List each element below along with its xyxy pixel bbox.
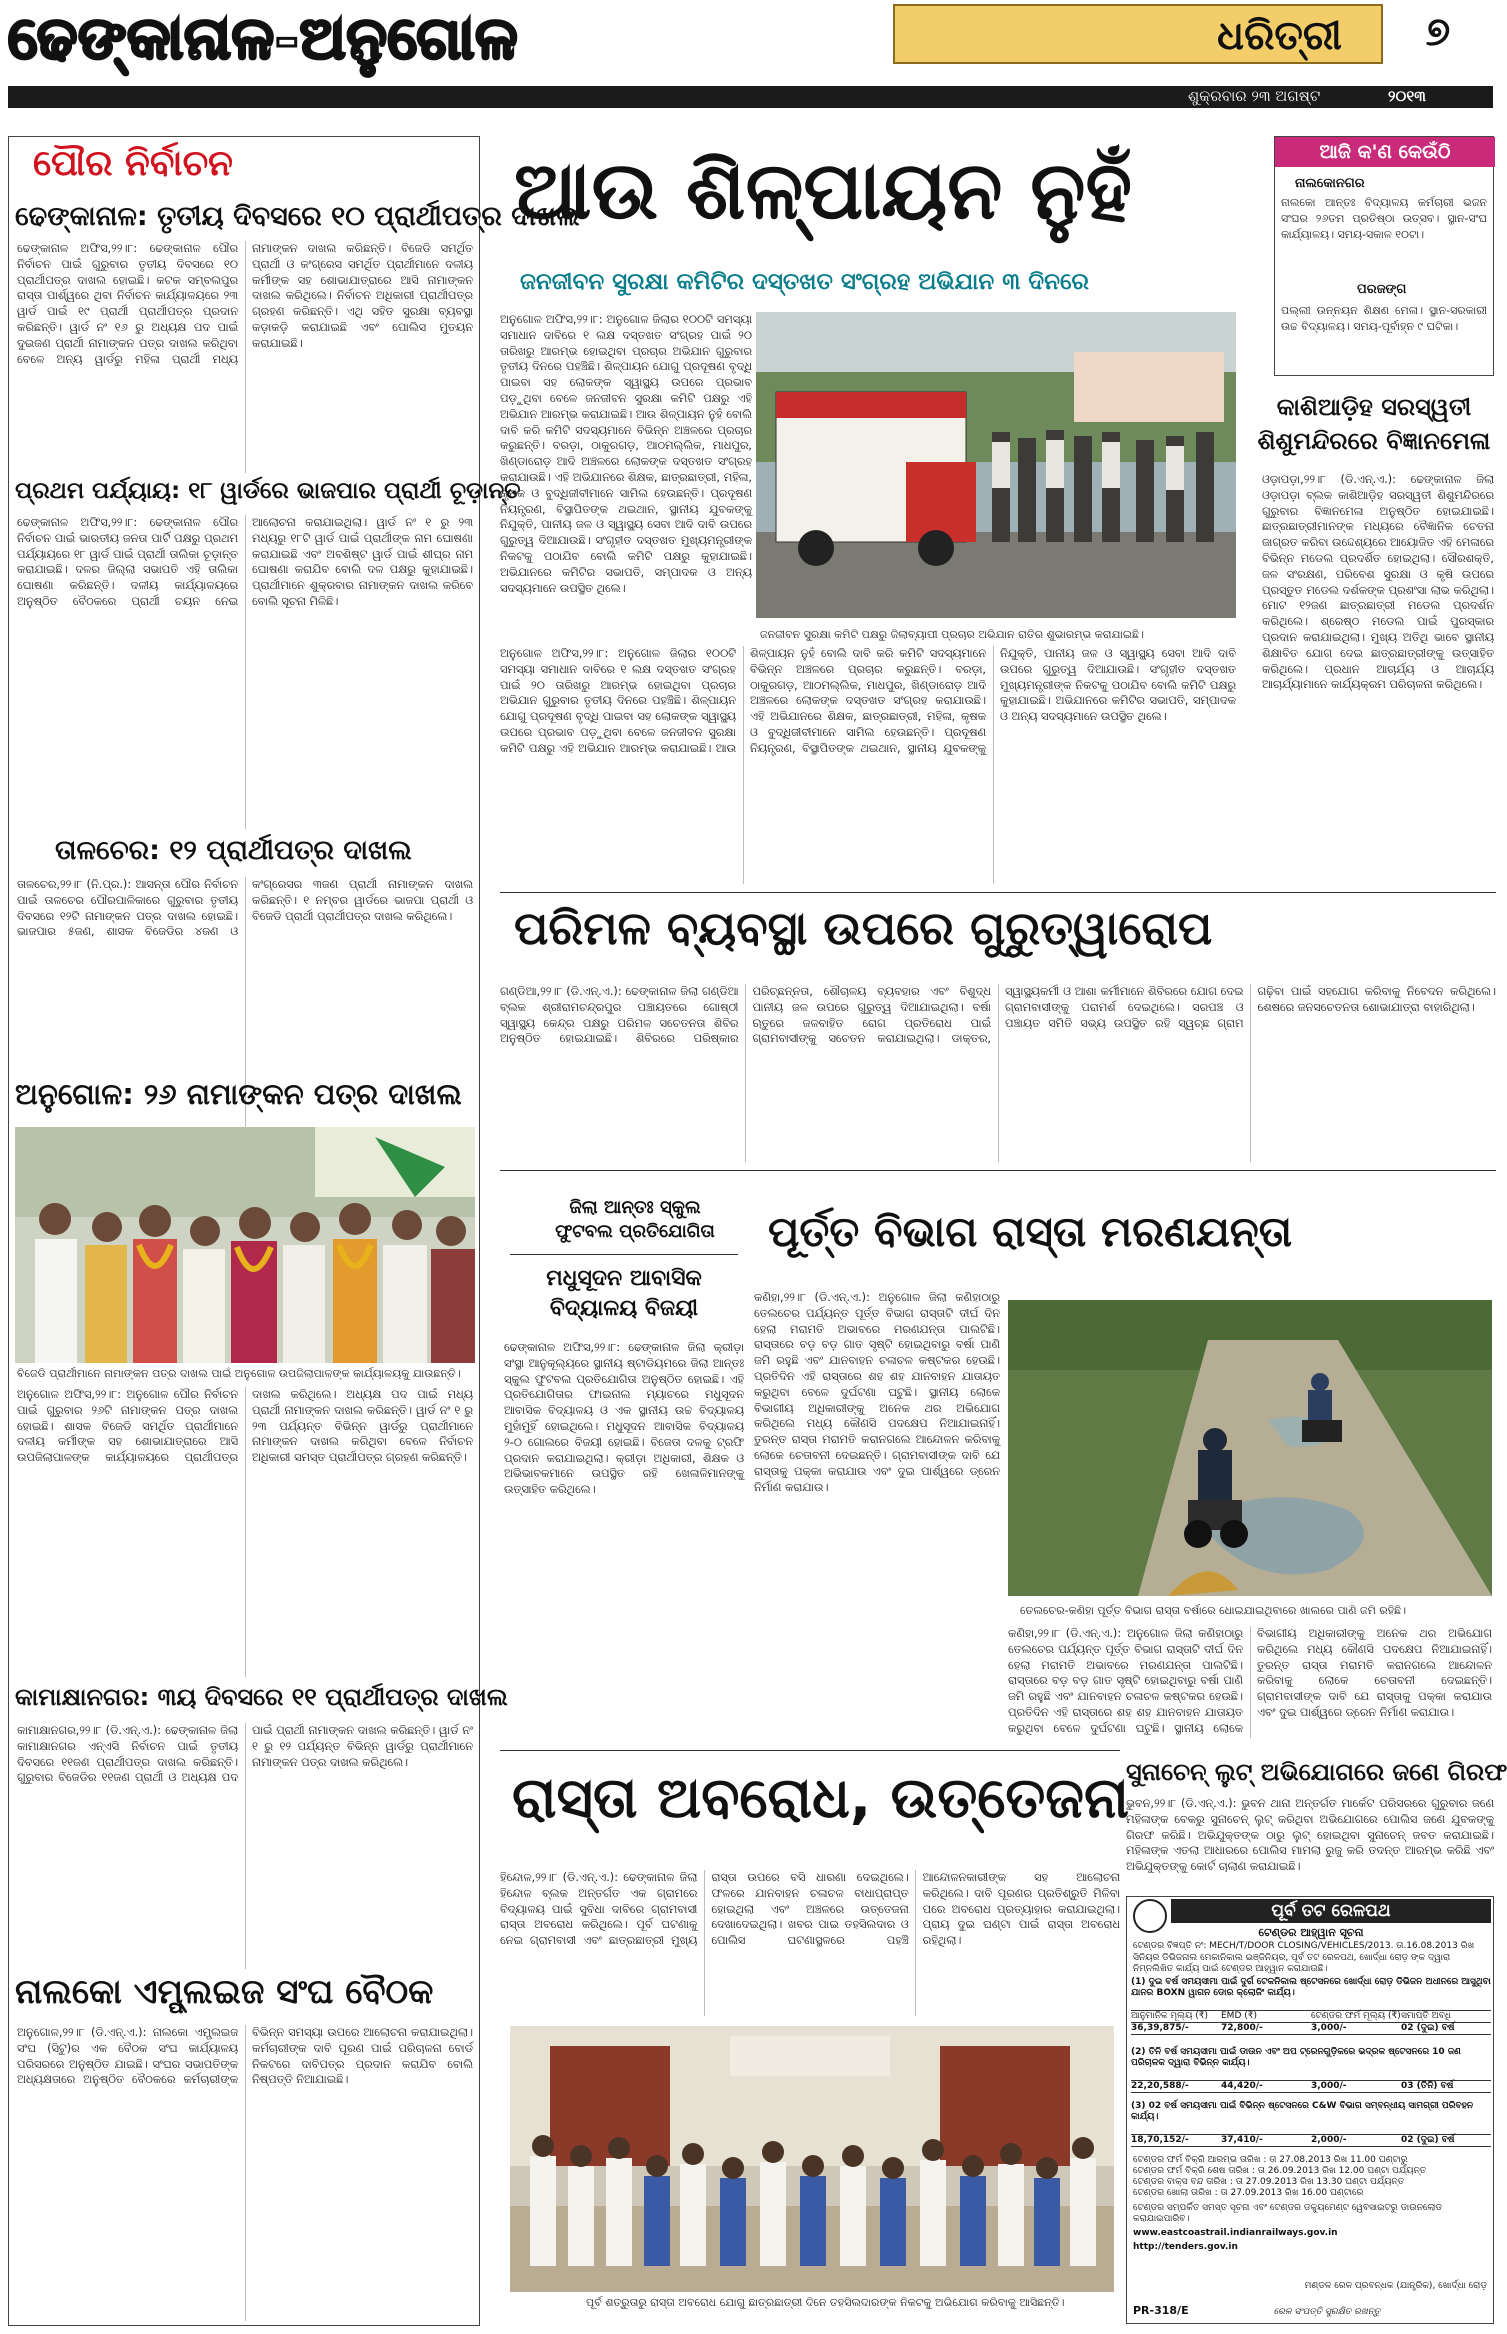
story2-headline: ପରିମଳ ବ୍ୟବସ୍ଥା ଉପରେ ଗୁରୁତ୍ୱାରୋପ [514,901,1213,955]
tender-title: ଟେଣ୍ଡର ଆହ୍ୱାନ ସୂଚନା [1258,1926,1364,1939]
story3-body-bottom [1008,1626,1492,1738]
tender-item-2-emd: 44,420/- [1221,2081,1263,2091]
tender-item-3-cost: 18,70,152/- [1131,2135,1189,2145]
agenda-1-place: ନାଲକୋନଗର [1295,176,1365,191]
tender-notice [1126,1896,1494,2324]
date-bar [8,86,1493,108]
tender-item-2-cost: 22,20,588/- [1131,2081,1189,2091]
tender-item-2-period: 03 (ତିନି) ବର୍ଷ [1401,2081,1454,2091]
tender-col-cost: ଆନୁମାନିକ ମୂଲ୍ୟ (₹) [1131,2011,1209,2021]
tender-item-1-emd: 72,800/- [1221,2023,1263,2033]
page-number: ୭ [1425,9,1451,55]
tender-item-3 [1131,2101,1491,2147]
tender-item-1-values [1131,2022,1491,2035]
tender-item-1-desc: (1) ଦୁଇ ବର୍ଷ ସମୟସୀମା ପାଇଁ ଦୁର୍ଗ ଟେକନିକାଲ ଷ୍ଟେସନରେ ଖୋର୍ଦ୍ଧା ରୋଡ଼ ଡିଭିଜନ ଅଧୀନରେ ଆସୁଥିବା ଯାନର BOXN ୱାଗନ ଡୋର କ୍ଲୋଜିଂ କାର୍ଯ୍ୟ। [1131,1977,1491,1998]
s6-body: ଅନୁଗୋଳ,୨୨।୮ (ଡି.ଏନ୍.ଏ.): ନାଲକୋ ଏମ୍ପ୍ଲଇଜ ସଂଘ (ସିଟୁ)ର ଏକ ବୈଠକ ସଂଘ କାର୍ଯ୍ୟାଳୟ ପରିସରରେ ଅନୁଷ୍ଠିତ ଯାଇଛି। ସଂଘର ସଭାପତିଙ୍କ ଅଧ୍ୟକ୍ଷତାରେ ଅନୁଷ୍ଠିତ ବୈଠକରେ କର୍ମଚାରୀଙ୍କ ବିଭିନ୍ନ ସମସ୍ୟା ଉପରେ ଆଲୋଚନା କରାଯାଇଥିଲା। କର୍ମଚାରୀଙ୍କ ଦାବି ପୂରଣ ପାଇଁ ପରିଚାଳନା ବୋର୍ଡ ନିକଟରେ ଦାବିପତ୍ର ପ୍ରଦାନ କରାଯିବ ବୋଲି ନିଷ୍ପତ୍ତି ନିଆଯାଇଛି। [17,2026,473,2087]
students-photo-caption: ପୂର୍ବ ଶତ୍ରୁତାରୁ ରାସ୍ତା ଅବରୋଧ ଯୋଗୁ ଛାତ୍ରଛାତ୍ରୀ ଦିନେ ତହସିଲଦାରଙ୍କ ନିକଟକୁ ଅଭିଯୋଗ କରିବାକୁ ଆସିଛନ୍ତି। [586,2296,1065,2309]
tender-item-3-period: 02 (ଦୁଇ) ବର୍ଷ [1401,2135,1455,2145]
s3-headline: ତାଳଚେର: ୧୨ ପ୍ରାର୍ଥୀପତ୍ର ଦାଖଲ [55,835,412,866]
tender-col-period: ସମାପ୍ତି ଅବଧି [1401,2011,1451,2021]
tender-item-2 [1131,2047,1491,2093]
s6-headline: ନାଲକୋ ଏମ୍ପ୍ଲଇଜ ସଂଘ ବୈଠକ [15,1972,434,2012]
tender-footer: ରେଳ ସଂପତ୍ତି ସୁରକ୍ଷିତ ରଖନ୍ତୁ [1273,2307,1381,2317]
tender-item-2-form: 3,000/- [1311,2081,1347,2091]
tender-item-1 [1131,1977,1491,2035]
tender-item-1-cost: 36,39,875/- [1131,2023,1189,2033]
tender-col-form: ଟେଣ୍ଡର ଫର୍ମ ମୂଲ୍ୟ (₹) [1311,2011,1401,2021]
tender-date-4: ଟେଣ୍ଡର ଖୋଲା ତାରିଖ : ତା 27.09.2013 ରିଖ 16.00 ଘଣ୍ଟାରେ [1133,2188,1364,2198]
s1-body: ଢେଙ୍କାନାଳ ଅଫିସ,୨୨।୮: ଢେଙ୍କାନାଳ ପୌର ନିର୍ବାଚନ ପାଇଁ ଗୁରୁବାର ତୃତୀୟ ଦିବସରେ ୧୦ ପ୍ରାର୍ଥୀପତ୍ର ଦାଖଲ ହୋଇଛି। କଟକ ସମ୍ବଲପୁର ରାସ୍ତା ପାର୍ଶ୍ୱରେ ଥିବା ନିର୍ବାଚନ କାର୍ଯ୍ୟାଳୟରେ ୨୩ ୱାର୍ଡ ପାଇଁ ୧୯ ପ୍ରାର୍ଥୀ ପ୍ରାର୍ଥୀପତ୍ର ପ୍ରଦାନ କରିଛନ୍ତି। ୱାର୍ଡ ନଂ ୧୬ ରୁ ଅଧ୍ୟକ୍ଷ ପଦ ପାଇଁ ଦୁଇଜଣ ପ୍ରାର୍ଥୀ ନାମାଙ୍କନ ପତ୍ର ଦାଖଲ କରିଥିବା ବେଳେ ଅନ୍ୟ ୱାର୍ଡରୁ ମହିଳା ପ୍ରାର୍ଥୀ ମଧ୍ୟ ନାମାଙ୍କନ ଦାଖଲ କରିଛନ୍ତି। ବିଜେଡି ସମର୍ଥିତ ପ୍ରାର୍ଥୀ ଓ କଂଗ୍ରେସ ସମର୍ଥିତ ପ୍ରାର୍ଥୀମାନେ ଦଳୀୟ କର୍ମୀଙ୍କ ସହ ଶୋଭାଯାତ୍ରାରେ ଆସି ନାମାଙ୍କନ ଦାଖଲ କରିଥିଲେ। ନିର୍ବାଚନ ଅଧିକାରୀ ପ୍ରାର୍ଥୀପତ୍ର ଗ୍ରହଣ କରିଛନ୍ତି। ଏଥି ସହିତ ସୁରକ୍ଷା ବ୍ୟବସ୍ଥା କଡ଼ାକଡ଼ି କରାଯାଇଛି ଏବଂ ପୋଲିସ ମୁତୟନ କରାଯାଇଛି। [17,242,473,366]
lead-body: ଅନୁଗୋଳ ଅଫିସ,୨୨।୮: ଅନୁଗୋଳ ଜିଲାର ୧୦୦ଟି ସମସ୍ୟା ସମାଧାନ ଦାବିରେ ୧ ଲକ୍ଷ ଦସ୍ତଖତ ସଂଗ୍ରହ ପାଇଁ ୨୦ ତାରିଖରୁ ଆରମ୍ଭ ହୋଇଥିବା ପ୍ରଚାର ଅଭିଯାନ ଗୁରୁବାର ତୃତୀୟ ଦିନରେ ପହଞ୍ଚିଛି। ଶିଳ୍ପାୟନ ଯୋଗୁ ପ୍ରଦୂଷଣ ବୃଦ୍ଧି ପାଇବା ସହ ଲୋକଙ୍କ ସ୍ୱାସ୍ଥ୍ୟ ଉପରେ ପ୍ରଭାବ ପଡ଼ୁଥିବା ବେଳେ ଜନଜୀବନ ସୁରକ୍ଷା କମିଟି ପକ୍ଷରୁ ଏହି ଅଭିଯାନ ଆରମ୍ଭ କରାଯାଇଛି। ଆଉ ଶିଳ୍ପାୟନ ନୁହଁ ବୋଲି ଦାବି କରି କମିଟି ସଦସ୍ୟମାନେ ବିଭିନ୍ନ ଅଞ୍ଚଳରେ ପ୍ରଚାର କରୁଛନ୍ତି। ବରଡ଼ା, ଠାକୁରଗଡ଼, ଆଠମଲ୍ଲିକ, ମାଧପୁର, ଖିଣ୍ଡାରୋଡ଼ ଆଦି ଅଞ୍ଚଳରେ ଲୋକଙ୍କ ଦସ୍ତଖତ ସଂଗ୍ରହ କରାଯାଉଛି। ଏହି ଅଭିଯାନରେ ଶିକ୍ଷକ, ଛାତ୍ରଛାତ୍ରୀ, ମହିଳା, କୃଷକ ଓ ବୁଦ୍ଧିଜୀବୀମାନେ ସାମିଲ ହେଉଛନ୍ତି। ପ୍ରଦୂଷଣ ନିୟନ୍ତ୍ରଣ, ବିସ୍ଥାପିତଙ୍କ ଥଇଥାନ, ସ୍ଥାନୀୟ ଯୁବକଙ୍କୁ ନିଯୁକ୍ତି, ପାନୀୟ ଜଳ ଓ ସ୍ୱାସ୍ଥ୍ୟ ସେବା ଆଦି ଦାବି ଉପରେ ଗୁରୁତ୍ୱ ଦିଆଯାଉଛି। ସଂଗୃହୀତ ଦସ୍ତଖତ ମୁଖ୍ୟମନ୍ତ୍ରୀଙ୍କ ନିକଟକୁ ପଠାଯିବ ବୋଲି କମିଟି ପକ୍ଷରୁ କୁହାଯାଇଛି। ଅଭିଯାନରେ କମିଟିର ସଭାପତି, ସମ୍ପାଦକ ଓ ଅନ୍ୟ ସଦସ୍ୟମାନେ ଉପସ୍ଥିତ ଥିଲେ। [500,313,752,595]
story4-headline: ରାସ୍ତା ଅବରୋଧ, ଉତ୍ତେଜନା [512,1766,1129,1831]
football-body: ଢେଙ୍କାନାଳ ଅଫିସ,୨୨।୮: ଢେଙ୍କାନାଳ ଜିଲା କ୍ରୀଡ଼ା ସଂସ୍ଥା ଆନୁକୂଲ୍ୟରେ ସ୍ଥାନୀୟ ଷ୍ଟାଡିୟମରେ ଜିଲା ଆନ୍ତଃ ସ୍କୁଲ ଫୁଟବଲ ପ୍ରତିଯୋଗିତା ଅନୁଷ୍ଠିତ ହୋଇଛି। ଏହି ପ୍ରତିଯୋଗିତାର ଫାଇନାଲ ମ୍ୟାଚରେ ମଧୁସୂଦନ ଆବାସିକ ବିଦ୍ୟାଳୟ ଓ ଏକ ସ୍ଥାନୀୟ ଉଚ୍ଚ ବିଦ୍ୟାଳୟ ମୁହାଁମୁହିଁ ହୋଇଥିଲେ। ମଧୁସୂଦନ ଆବାସିକ ବିଦ୍ୟାଳୟ ୨-୦ ଗୋଲରେ ବିଜୟୀ ହୋଇଛି। ବିଜେତା ଦଳକୁ ଟ୍ରଫି ପ୍ରଦାନ କରାଯାଇଥିଲା। କ୍ରୀଡ଼ା ଅଧିକାରୀ, ଶିକ୍ଷକ ଓ ଅଭିଭାବକମାନେ ଉପସ୍ଥିତ ରହି ଖେଳାଳିମାନଙ୍କୁ ଉତ୍ସାହିତ କରିଥିଲେ। [504,1341,744,1497]
road-photo-caption: ତେଲଚେର-କଣିହା ପୂର୍ତ୍ତ ବିଭାଗ ରାସ୍ତା ବର୍ଷାରେ ଧୋଇଯାଇଥିବାରେ ଖାଲରେ ପାଣି ଜମି ରହିଛି। [1020,1604,1407,1617]
football-divider [510,1254,738,1255]
students-photo [510,2026,1114,2292]
issue-year: ୨୦୧୩ [1388,87,1426,105]
center-divider-2 [500,1170,1496,1171]
tender-note: ଟେଣ୍ଡର ସମ୍ପର୍କିତ ସମସ୍ତ ସୂଚନା ଏବଂ ଟେଣ୍ଡର ଡକ୍ୟୁମେଣ୍ଟ ୱେବସାଇଟରୁ ଡାଉନଲୋଡ କରାଯାଇପାରିବ। [1133,2203,1443,2224]
s5-headline: କାମାକ୍ଷାନଗର: ୩ୟ ଦିବସରେ ୧୧ ପ୍ରାର୍ଥୀପତ୍ର ଦାଖଲ [15,1683,508,1711]
agenda-title: ଆଜି କ'ଣ କେଉଁଠି [1275,137,1495,167]
agenda-2-place: ପରଜଙ୍ଗ [1357,282,1407,297]
brand-box [893,4,1383,64]
left-column [8,136,580,2326]
tender-org: ପୂର୍ବ ତଟ ରେଳପଥ [1171,1899,1491,1923]
nomination-photo [15,1127,475,1363]
lead-body-continued: ଅନୁଗୋଳ ଅଫିସ,୨୨।୮: ଅନୁଗୋଳ ଜିଲାର ୧୦୦ଟି ସମସ୍ୟା ସମାଧାନ ଦାବିରେ ୧ ଲକ୍ଷ ଦସ୍ତଖତ ସଂଗ୍ରହ ପାଇଁ ୨୦ ତାରିଖରୁ ଆରମ୍ଭ ହୋଇଥିବା ପ୍ରଚାର ଅଭିଯାନ ଗୁରୁବାର ତୃତୀୟ ଦିନରେ ପହଞ୍ଚିଛି। ଶିଳ୍ପାୟନ ଯୋଗୁ ପ୍ରଦୂଷଣ ବୃଦ୍ଧି ପାଇବା ସହ ଲୋକଙ୍କ ସ୍ୱାସ୍ଥ୍ୟ ଉପରେ ପ୍ରଭାବ ପଡ଼ୁଥିବା ବେଳେ ଜନଜୀବନ ସୁରକ୍ଷା କମିଟି ପକ୍ଷରୁ ଏହି ଅଭିଯାନ ଆରମ୍ଭ କରାଯାଇଛି। ଆଉ ଶିଳ୍ପାୟନ ନୁହଁ ବୋଲି ଦାବି କରି କମିଟି ସଦସ୍ୟମାନେ ବିଭିନ୍ନ ଅଞ୍ଚଳରେ ପ୍ରଚାର କରୁଛନ୍ତି। ବରଡ଼ା, ଠାକୁରଗଡ଼, ଆଠମଲ୍ଲିକ, ମାଧପୁର, ଖିଣ୍ଡାରୋଡ଼ ଆଦି ଅଞ୍ଚଳରେ ଲୋକଙ୍କ ଦସ୍ତଖତ ସଂଗ୍ରହ କରାଯାଉଛି। ଏହି ଅଭିଯାନରେ ଶିକ୍ଷକ, ଛାତ୍ରଛାତ୍ରୀ, ମହିଳା, କୃଷକ ଓ ବୁଦ୍ଧିଜୀବୀମାନେ ସାମିଲ ହେଉଛନ୍ତି। ପ୍ରଦୂଷଣ ନିୟନ୍ତ୍ରଣ, ବିସ୍ଥାପିତଙ୍କ ଥଇଥାନ, ସ୍ଥାନୀୟ ଯୁବକଙ୍କୁ ନିଯୁକ୍ତି, ପାନୀୟ ଜଳ ଓ ସ୍ୱାସ୍ଥ୍ୟ ସେବା ଆଦି ଦାବି ଉପରେ ଗୁରୁତ୍ୱ ଦିଆଯାଉଛି। ସଂଗୃହୀତ ଦସ୍ତଖତ ମୁଖ୍ୟମନ୍ତ୍ରୀଙ୍କ ନିକଟକୁ ପଠାଯିବ ବୋଲି କମିଟି ପକ୍ଷରୁ କୁହାଯାଇଛି। ଅଭିଯାନରେ କମିଟିର ସଭାପତି, ସମ୍ପାଦକ ଓ ଅନ୍ୟ ସଦସ୍ୟମାନେ ଉପସ୍ଥିତ ଥିଲେ। [500,647,1236,755]
tender-col-emd: EMD (₹) [1221,2011,1257,2021]
tender-item-1-form: 3,000/- [1311,2023,1347,2033]
s4-body: ଅନୁଗୋଳ ଅଫିସ,୨୨।୮: ଅନୁଗୋଳ ପୌର ନିର୍ବାଚନ ପାଇଁ ଗୁରୁବାର ୨୬ଟି ନାମାଙ୍କନ ପତ୍ର ଦାଖଲ ହୋଇଛି। ଶାସକ ବିଜେଡି ସମର୍ଥିତ ପ୍ରାର୍ଥୀମାନେ ଦଳୀୟ କର୍ମୀଙ୍କ ସହ ଶୋଭାଯାତ୍ରାରେ ଆସି ଉପଜିଲାପାଳଙ୍କ କାର୍ଯ୍ୟାଳୟରେ ପ୍ରାର୍ଥୀପତ୍ର ଦାଖଲ କରିଥିଲେ। ଅଧ୍ୟକ୍ଷ ପଦ ପାଇଁ ମଧ୍ୟ ପ୍ରାର୍ଥୀ ନାମାଙ୍କନ ଦାଖଲ କରିଛନ୍ତି। ୱାର୍ଡ ନଂ ୧ ରୁ ୨୩ ପର୍ଯ୍ୟନ୍ତ ବିଭିନ୍ନ ୱାର୍ଡରୁ ପ୍ରାର୍ଥୀମାନେ ନାମାଙ୍କନ ଦାଖଲ କରିଥିବା ବେଳେ ନିର୍ବାଚନ ଅଧିକାରୀ ସମସ୍ତ ପ୍ରାର୍ଥୀପତ୍ର ଗ୍ରହଣ କରିଛନ୍ତି। [17,1388,473,1465]
football-headline: ଜିଲା ଆନ୍ତଃ ସ୍କୁଲ ଫୁଟବଲ ପ୍ରତିଯୋଗିତା [555,1197,715,1242]
story3-headline: ପୂର୍ତ୍ତ ବିଭାଗ ରାସ୍ତା ମରଣଯନ୍ତା [768,1207,1293,1256]
tender-date-2: ଟେଣ୍ଡର ଫର୍ମ ବିକ୍ରି ଶେଷ ତାରିଖ : ତା 26.09.2013 ରିଖ 12.00 ଘଣ୍ଟା ପର୍ଯ୍ୟନ୍ତ [1133,2166,1427,2176]
campaign-photo-caption: ଜନଜୀବନ ସୁରକ୍ଷା କମିଟି ପକ୍ଷରୁ ଜିଲାବ୍ୟାପୀ ପ୍ରଚାର ଅଭିଯାନ ରାତିର ଶୁଭାରମ୍ଭ କରାଯାଇଛି। [760,628,1144,641]
agenda-2-text: ପଲ୍ଲୀ ଉନ୍ନୟନ ଶିକ୍ଷଣ ମେଳା। ସ୍ଥାନ-ସରକାରୀ ଉଚ୍ଚ ବିଦ୍ୟାଳୟ। ସମୟ-ପୂର୍ବାହ୍ନ ୯ ଘଟିକା। [1281,304,1487,333]
science-fair-headline: କାଶିଆଡ଼ିହ ସରସ୍ୱତୀ ଶିଶୁମନ୍ଦିରରେ ବିଜ୍ଞାନମେଳା [1257,393,1491,455]
football-subhead: ମଧୁସୂଦନ ଆବାସିକ ବିଦ୍ୟାଳୟ ବିଜୟୀ [546,1266,702,1321]
tender-item-3-desc: (3) 02 ବର୍ଷ ସମୟସୀମା ପାଇଁ ବିଭିନ୍ନ ଷ୍ଟେସନରେ C&W ବିଭାଗ ସମ୍ବନ୍ଧୀୟ ସାମଗ୍ରୀ ପରିବହନ କାର୍ଯ୍ୟ। [1131,2101,1474,2122]
tender-item-2-desc: (2) ତିନି ବର୍ଷ ସମୟସୀମା ପାଇଁ ଡାଉନ ଏବଂ ଅପ ଟ୍ରେନଗୁଡ଼ିକରେ ଭଦ୍ରକ ଷ୍ଟେସନରେ 10 ଜଣ ପରିଚାଳକ ଦ୍ୱାରା ବିଭିନ୍ନ କାର୍ଯ୍ୟ। [1131,2047,1461,2068]
s2-headline: ପ୍ରଥମ ପର୍ଯ୍ୟାୟ: ୧୮ ୱାର୍ଡରେ ଭାଜପାର ପ୍ରାର୍ଥୀ ଚୂଡ଼ାନ୍ତ [15,478,521,504]
issue-date: ଶୁକ୍ରବାର ୨୩ ଅଗଷ୍ଟ [1188,87,1321,105]
tender-website-2[interactable]: http://tenders.gov.in [1133,2242,1238,2252]
s2-body: ଢେଙ୍କାନାଳ ଅଫିସ,୨୨।୮: ଢେଙ୍କାନାଳ ପୌର ନିର୍ବାଚନ ପାଇଁ ଭାରତୀୟ ଜନତା ପାର୍ଟି ପକ୍ଷରୁ ପ୍ରଥମ ପର୍ଯ୍ୟାୟରେ ୧୮ ୱାର୍ଡ ପାଇଁ ପ୍ରାର୍ଥୀ ତାଲିକା ଚୂଡ଼ାନ୍ତ କରାଯାଇଛି। ଦଳର ଜିଲ୍ଲା ସଭାପତି ଏହି ତାଲିକା ଘୋଷଣା କରିଛନ୍ତି। ଦଳୀୟ କାର୍ଯ୍ୟାଳୟରେ ଅନୁଷ୍ଠିତ ବୈଠକରେ ପ୍ରାର୍ଥୀ ଚୟନ ନେଇ ଆଲୋଚନା କରାଯାଇଥିଲା। ୱାର୍ଡ ନଂ ୧ ରୁ ୨୩ ମଧ୍ୟରୁ ୧୮ଟି ୱାର୍ଡ ପାଇଁ ପ୍ରାର୍ଥୀଙ୍କ ନାମ ଘୋଷଣା କରାଯାଇଛି ଏବଂ ଅବଶିଷ୍ଟ ୱାର୍ଡ ପାଇଁ ଶୀଘ୍ର ନାମ ଘୋଷଣା କରାଯିବ ବୋଲି ଦଳ ପକ୍ଷରୁ କୁହାଯାଇଛି। ପ୍ରାର୍ଥୀମାନେ ଶୁକ୍ରବାର ନାମାଙ୍କନ ଦାଖଲ କରିବେ ବୋଲି ସୂଚନା ମିଳିଛି। [17,516,473,608]
s3-body: ତାଳଚେର,୨୨।୮ (ନି.ପ୍ର.): ଆସନ୍ତା ପୌର ନିର୍ବାଚନ ପାଇଁ ତାଳଚେର ପୌରପାଳିକାରେ ଗୁରୁବାର ତୃତୀୟ ଦିବସରେ ୧୨ଟି ନାମାଙ୍କନ ପତ୍ର ଦାଖଲ ହୋଇଛି। ଭାଜପାର ୫ଜଣ, ଶାସକ ବିଜେଡିର ୪ଜଣ ଓ କଂଗ୍ରେସର ୩ଜଣ ପ୍ରାର୍ଥୀ ନାମାଙ୍କନ ଦାଖଲ କରିଛନ୍ତି। ୧ ନମ୍ବର ୱାର୍ଡରେ ଭାଜପା ପ୍ରାର୍ଥୀ ଓ ବିଜେଡି ପ୍ରାର୍ଥୀ ପ୍ରାର୍ଥୀପତ୍ର ଦାଖଲ କରିଥିଲେ। [17,878,473,939]
masthead [0,0,1497,105]
story2-body: ଗଣ୍ଡିଆ,୨୨।୮ (ଡି.ଏନ୍.ଏ.): ଢେଙ୍କାନାଳ ଜିଲା ଗଣ୍ଡିଆ ବ୍ଲକ ଶ୍ରୀରାମଚନ୍ଦ୍ରପୁର ପଞ୍ଚାୟତରେ ଗୋଷ୍ଠୀ ସ୍ୱାସ୍ଥ୍ୟ କେନ୍ଦ୍ର ପକ୍ଷରୁ ପରିମଳ ସଚେତନତା ଶିବିର ଅନୁଷ୍ଠିତ ହୋଇଯାଇଛି। ଶିବିରରେ ପରିଷ୍କାର ପରିଚ୍ଛନ୍ନତା, ଶୌଚାଳୟ ବ୍ୟବହାର ଏବଂ ବିଶୁଦ୍ଧ ପାନୀୟ ଜଳ ଉପରେ ଗୁରୁତ୍ୱ ଦିଆଯାଇଥିଲା। ବର୍ଷା ଋତୁରେ ଜଳବାହିତ ରୋଗ ପ୍ରତିରୋଧ ପାଇଁ ଗ୍ରାମବାସୀଙ୍କୁ ସଚେତନ କରାଯାଇଥିଲା। ଡାକ୍ତର, ସ୍ୱାସ୍ଥ୍ୟକର୍ମୀ ଓ ଆଶା କର୍ମୀମାନେ ଶିବିରରେ ଯୋଗ ଦେଇ ଗ୍ରାମବାସୀଙ୍କୁ ପରାମର୍ଶ ଦେଇଥିଲେ। ସରପଞ୍ଚ ଓ ପଞ୍ଚାୟତ ସମିତି ସଭ୍ୟ ଉପସ୍ଥିତ ରହି ସ୍ୱଚ୍ଛ ଗ୍ରାମ ଗଢ଼ିବା ପାଇଁ ସହଯୋଗ କରିବାକୁ ନିବେଦନ କରିଥିଲେ। ଶେଷରେ ଜନସଚେତନତା ଶୋଭାଯାତ୍ରା ବାହାରିଥିଲା। [500,985,1496,1046]
s4-headline: ଅନୁଗୋଳ: ୨୬ ନାମାଙ୍କନ ପତ୍ର ଦାଖଲ [15,1077,462,1111]
story3-body: କଣିହା,୨୨।୮ (ଡି.ଏନ୍.ଏ.): ଅନୁଗୋଳ ଜିଲା କଣିହାଠାରୁ ତେଲଚେର ପର୍ଯ୍ୟନ୍ତ ପୂର୍ତ୍ତ ବିଭାଗ ରାସ୍ତାଟି ଦୀର୍ଘ ଦିନ ହେଲା ମରାମତି ଅଭାବରେ ମରଣଯନ୍ତା ପାଲଟିଛି। ରାସ୍ତାରେ ବଡ଼ ବଡ଼ ଗାତ ସୃଷ୍ଟି ହୋଇଥିବାରୁ ବର୍ଷା ପାଣି ଜମି ରହୁଛି ଏବଂ ଯାନବାହନ ଚଳାଚଳ କଷ୍ଟକର ହେଉଛି। ପ୍ରତିଦିନ ଏହି ରାସ୍ତାରେ ଶହ ଶହ ଯାନବାହନ ଯାତାୟତ କରୁଥିବା ବେଳେ ଦୁର୍ଘଟଣା ଘଟୁଛି। ସ୍ଥାନୀୟ ଲୋକେ ବିଭାଗୀୟ ଅଧିକାରୀଙ୍କୁ ଅନେକ ଥର ଅଭିଯୋଗ କରିଥିଲେ ମଧ୍ୟ କୌଣସି ପଦକ୍ଷେପ ନିଆଯାଇନାହିଁ। ତୁରନ୍ତ ରାସ୍ତା ମରାମତି କରାନଗଲେ ଆନ୍ଦୋଳନ କରିବାକୁ ଲୋକେ ଚେତାବନୀ ଦେଇଛନ୍ତି। ଗ୍ରାମବାସୀଙ୍କ ଦାବି ଯେ ରାସ୍ତାକୁ ପକ୍କା କରାଯାଉ ଏବଂ ଦୁଇ ପାର୍ଶ୍ୱରେ ଡ୍ରେନ ନିର୍ମାଣ କରାଯାଉ। [754,1291,1000,1494]
tender-dates [1133,2155,1489,2199]
tender-item-3-form: 2,000/- [1311,2135,1347,2145]
story3-body-continued: କଣିହା,୨୨।୮ (ଡି.ଏନ୍.ଏ.): ଅନୁଗୋଳ ଜିଲା କଣିହାଠାରୁ ତେଲଚେର ପର୍ଯ୍ୟନ୍ତ ପୂର୍ତ୍ତ ବିଭାଗ ରାସ୍ତାଟି ଦୀର୍ଘ ଦିନ ହେଲା ମରାମତି ଅଭାବରେ ମରଣଯନ୍ତା ପାଲଟିଛି। ରାସ୍ତାରେ ବଡ଼ ବଡ଼ ଗାତ ସୃଷ୍ଟି ହୋଇଥିବାରୁ ବର୍ଷା ପାଣି ଜମି ରହୁଛି ଏବଂ ଯାନବାହନ ଚଳାଚଳ କଷ୍ଟକର ହେଉଛି। ପ୍ରତିଦିନ ଏହି ରାସ୍ତାରେ ଶହ ଶହ ଯାନବାହନ ଯାତାୟତ କରୁଥିବା ବେଳେ ଦୁର୍ଘଟଣା ଘଟୁଛି। ସ୍ଥାନୀୟ ଲୋକେ ବିଭାଗୀୟ ଅଧିକାରୀଙ୍କୁ ଅନେକ ଥର ଅଭିଯୋଗ କରିଥିଲେ ମଧ୍ୟ କୌଣସି ପଦକ୍ଷେପ ନିଆଯାଇନାହିଁ। ତୁରନ୍ତ ରାସ୍ତା ମରାମତି କରାନଗଲେ ଆନ୍ଦୋଳନ କରିବାକୁ ଲୋକେ ଚେତାବନୀ ଦେଇଛନ୍ତି। ଗ୍ରାମବାସୀଙ୍କ ଦାବି ଯେ ରାସ୍ତାକୁ ପକ୍କା କରାଯାଉ ଏବଂ ଦୁଇ ପାର୍ଶ୍ୱରେ ଡ୍ରେନ ନିର୍ମାଣ କରାଯାଉ। [1008,1627,1492,1735]
tender-website-1[interactable]: www.eastcoastrail.indianrailways.gov.in [1133,2228,1338,2238]
nomination-photo-caption: ବିଜେଡି ପ୍ରାର୍ଥୀମାନେ ନାମାଙ୍କନ ପତ୍ର ଦାଖଲ ପାଇଁ ଅନୁଗୋଳ ଉପଜିଲାପାଳଙ୍କ କାର୍ଯ୍ୟାଳୟକୁ ଯାଉଛନ୍ତି। [17,1367,461,1380]
tender-date-1: ଟେଣ୍ଡର ଫର୍ମ ବିକ୍ରି ଆରମ୍ଭ ତାରିଖ : ତା 27.08.2013 ରିଖ 11.00 ଘଣ୍ଟାରୁ [1133,2155,1408,2165]
tender-item-1-headers [1131,2010,1491,2022]
tender-item-3-emd: 37,410/- [1221,2135,1263,2145]
brand-name: ଧରିତ୍ରୀ [1217,12,1342,59]
tender-item-1-period: 02 (ଦୁଇ) ବର୍ଷ [1401,2023,1455,2033]
tender-code: PR-318/E [1133,2304,1189,2317]
lead-headline: ଆଉ ଶିଳ୍ପାୟନ ନୁହଁ [514,143,1133,237]
story4-body: ହିନ୍ଦୋଳ,୨୨।୮ (ଡି.ଏନ୍.ଏ.): ଢେଙ୍କାନାଳ ଜିଲା ହିନ୍ଦୋଳ ବ୍ଲକ ଅନ୍ତର୍ଗତ ଏକ ଗ୍ରାମରେ ବିଦ୍ୟାଳୟ ପାଇଁ ସୁବିଧା ଦାବିରେ ଗ୍ରାମବାସୀ ରାସ୍ତା ଅବରୋଧ କରିଥିଲେ। ପୂର୍ବ ଘଟଣାକୁ ନେଇ ଗ୍ରାମବାସୀ ଏବଂ ଛାତ୍ରଛାତ୍ରୀ ମୁଖ୍ୟ ରାସ୍ତା ଉପରେ ବସି ଧାରଣା ଦେଇଥିଲେ। ଫଳରେ ଯାନବାହନ ଚଳାଚଳ ବାଧାପ୍ରାପ୍ତ ହୋଇଥିଲା ଏବଂ ଅଞ୍ଚଳରେ ଉତ୍ତେଜନା ଦେଖାଦେଇଥିଲା। ଖବର ପାଇ ତହସିଲଦାର ଓ ପୋଲିସ ଘଟଣାସ୍ଥଳରେ ପହଞ୍ଚି ଆନ୍ଦୋଳନକାରୀଙ୍କ ସହ ଆଲୋଚନା କରିଥିଲେ। ଦାବି ପୂରଣର ପ୍ରତିଶ୍ରୁତି ମିଳିବା ପରେ ଅବରୋଧ ପ୍ରତ୍ୟାହାର କରାଯାଇଥିଲା। ପ୍ରାୟ ଦୁଇ ଘଣ୍ଟା ପାଇଁ ରାସ୍ତା ଅବରୋଧ ରହିଥିଲା। [500,1871,1120,1948]
campaign-photo [756,312,1236,618]
agenda-box [1274,136,1494,376]
s1-headline: ଢେଙ୍କାନାଳ: ତୃତୀୟ ଦିବସରେ ୧୦ ପ୍ରାର୍ଥୀପତ୍ର ଦାଖଲ [15,201,580,232]
election-kicker: ପୌର ନିର୍ବାଚନ [33,143,233,184]
chain-snatch-body: ଭୁବନ,୨୨।୮ (ଡି.ଏନ୍.ଏ.): ଭୁବନ ଥାନା ଅନ୍ତର୍ଗତ ମାର୍କେଟ ପରିସରରେ ଗୁରୁବାର ଜଣେ ମହିଳାଙ୍କ ବେକରୁ ସୁନାଚେନ୍ ଲୁଟ୍ କରିଥିବା ଅଭିଯୋଗରେ ପୋଲିସ ଜଣେ ଯୁବକଙ୍କୁ ଗିରଫ କରିଛି। ଅଭିଯୁକ୍ତଙ୍କ ଠାରୁ ଲୁଟ୍ ହୋଇଥିବା ସୁନାଚେନ୍ ଜବତ କରାଯାଇଛି। ମହିଳାଙ୍କ ଏତଲା ଆଧାରରେ ପୋଲିସ ମାମଲା ରୁଜୁ କରି ତଦନ୍ତ ଆରମ୍ଭ କରିଛି ଏବଂ ଅଭିଯୁକ୍ତଙ୍କୁ କୋର୍ଟ ଚାଲାଣ କରାଯାଇଛି। [1126,1797,1494,1874]
center-divider-3 [500,1750,1120,1751]
agenda-1-text: ନାଲକୋ ଆନ୍ତଃ ବିଦ୍ୟାଳୟ କର୍ମଚାରୀ ଭଜନ ସଂଘର ୨୬ତମ ପ୍ରତିଷ୍ଠା ଉତ୍ସବ। ସ୍ଥାନ-ସଂଘ କାର୍ଯ୍ୟାଳୟ। ସମୟ-ସକାଳ ୧୦ଟା। [1281,196,1487,241]
lead-body-bottom [500,646,1236,884]
center-divider-1 [500,892,1496,893]
tender-ref: ଟେଣ୍ଡର ବିଜ୍ଞପ୍ତି ନଂ: MECH/T/DOOR CLOSING/VEHICLES/2013. ତା.16.08.2013 ରିଖ [1133,1941,1475,1951]
chain-snatch-headline: ସୁନାଚେନ୍ ଲୁଟ୍ ଅଭିଯୋଗରେ ଜଣେ ଗିରଫ [1126,1758,1507,1786]
tender-item-3-values [1131,2134,1491,2147]
tender-header-line: ସିନିୟର ଡିଭିଜନାଲ ମେକାନିକାଲ ଇଞ୍ଜିନିୟର, ପୂର୍ବ ତଟ ରେଳପଥ, ଖୋର୍ଦ୍ଧା ରୋଡ଼ ଙ୍କ ଦ୍ୱାରା ନିମ୍ନଲିଖିତ କାର୍ଯ୍ୟ ପାଇଁ ଟେଣ୍ଡର ଆହ୍ୱାନ କରାଯାଉଛି। [1133,1953,1451,1974]
football-box [500,1184,748,1756]
tender-date-3: ଟେଣ୍ଡର ବାକ୍ସ ବନ୍ଦ ତାରିଖ : ତା 27.09.2013 ରିଖ 13.30 ଘଣ୍ଟା ପର୍ଯ୍ୟନ୍ତ [1133,2177,1405,2187]
tender-item-2-values [1131,2080,1491,2093]
science-fair-body: ଓଡ଼ାପଡ଼ା,୨୨।୮ (ଡି.ଏନ୍.ଏ.): ଢେଙ୍କାନାଳ ଜିଲା ଓଡ଼ାପଡ଼ା ବ୍ଲକ କାଶିଆଡ଼ିହ ସରସ୍ୱତୀ ଶିଶୁମନ୍ଦିରରେ ଗୁରୁବାର ବିଜ୍ଞାନମେଳା ଅନୁଷ୍ଠିତ ହୋଇଯାଇଛି। ଛାତ୍ରଛାତ୍ରୀମାନଙ୍କ ମଧ୍ୟରେ ବୈଜ୍ଞାନିକ ଚେତନା ଜାଗ୍ରତ କରିବା ଉଦ୍ଦେଶ୍ୟରେ ଆୟୋଜିତ ଏହି ମେଳାରେ ବିଭିନ୍ନ ମଡେଲ ପ୍ରଦର୍ଶିତ ହୋଇଥିଲା। ସୌରଶକ୍ତି, ଜଳ ସଂରକ୍ଷଣ, ପରିବେଶ ସୁରକ୍ଷା ଓ କୃଷି ଉପରେ ପ୍ରସ୍ତୁତ ମଡେଲ ଦର୍ଶକଙ୍କ ପ୍ରଶଂସା ଲାଭ କରିଥିଲା। ମୋଟ ୧୨ଜଣ ଛାତ୍ରଛାତ୍ରୀ ମଡେଲ ପ୍ରଦର୍ଶନ କରିଥିଲେ। ଶ୍ରେଷ୍ଠ ମଡେଲ ପାଇଁ ପୁରସ୍କାର ପ୍ରଦାନ କରାଯାଇଥିଲା। ମୁଖ୍ୟ ଅତିଥି ଭାବେ ସ୍ଥାନୀୟ ଶିକ୍ଷାବିତ ଯୋଗ ଦେଇ ଛାତ୍ରଛାତ୍ରୀଙ୍କୁ ଉତ୍ସାହିତ କରିଥିଲେ। ପ୍ରଧାନ ଆଚାର୍ଯ୍ୟ ଓ ଆଚାର୍ଯ୍ୟ ଆଚାର୍ଯ୍ୟାମାନେ କାର୍ଯ୍ୟକ୍ରମ ପରିଚାଳନା କରିଥିଲେ। [1262,473,1494,692]
masthead-title: ଢେଙ୍କାନାଳ-ଅନୁଗୋଳ [8,4,519,72]
s5-body: କାମାକ୍ଷାନଗର,୨୨।୮ (ଡି.ଏନ୍.ଏ.): ଢେଙ୍କାନାଳ ଜିଲା କାମାକ୍ଷାନଗର ଏନ୍ଏସି ନିର୍ବାଚନ ପାଇଁ ତୃତୀୟ ଦିବସରେ ୧୧ଜଣ ପ୍ରାର୍ଥୀପତ୍ର ଦାଖଲ କରିଛନ୍ତି। ଗୁରୁବାର ବିଜେଡିର ୧୧ଜଣ ପ୍ରାର୍ଥୀ ଓ ଅଧ୍ୟକ୍ଷ ପଦ ପାଇଁ ପ୍ରାର୍ଥୀ ନାମାଙ୍କନ ଦାଖଲ କରିଛନ୍ତି। ୱାର୍ଡ ନଂ ୧ ରୁ ୧୨ ପର୍ଯ୍ୟନ୍ତ ବିଭିନ୍ନ ୱାର୍ଡରୁ ପ୍ରାର୍ଥୀମାନେ ନାମାଙ୍କନ ପତ୍ର ଦାଖଲ କରିଥିଲେ। [17,1724,473,1785]
lead-subhead: ଜନଜୀବନ ସୁରକ୍ଷା କମିଟିର ଦସ୍ତଖତ ସଂଗ୍ରହ ଅଭିଯାନ ୩ ଦିନରେ [520,269,1089,295]
tender-signature: ମଣ୍ଡଳ ରେଳ ପ୍ରବନ୍ଧକ (ଯାନ୍ତ୍ରିକ), ଖୋର୍ଦ୍ଧା ରୋଡ଼ [1304,2281,1487,2291]
road-photo [1008,1300,1492,1596]
